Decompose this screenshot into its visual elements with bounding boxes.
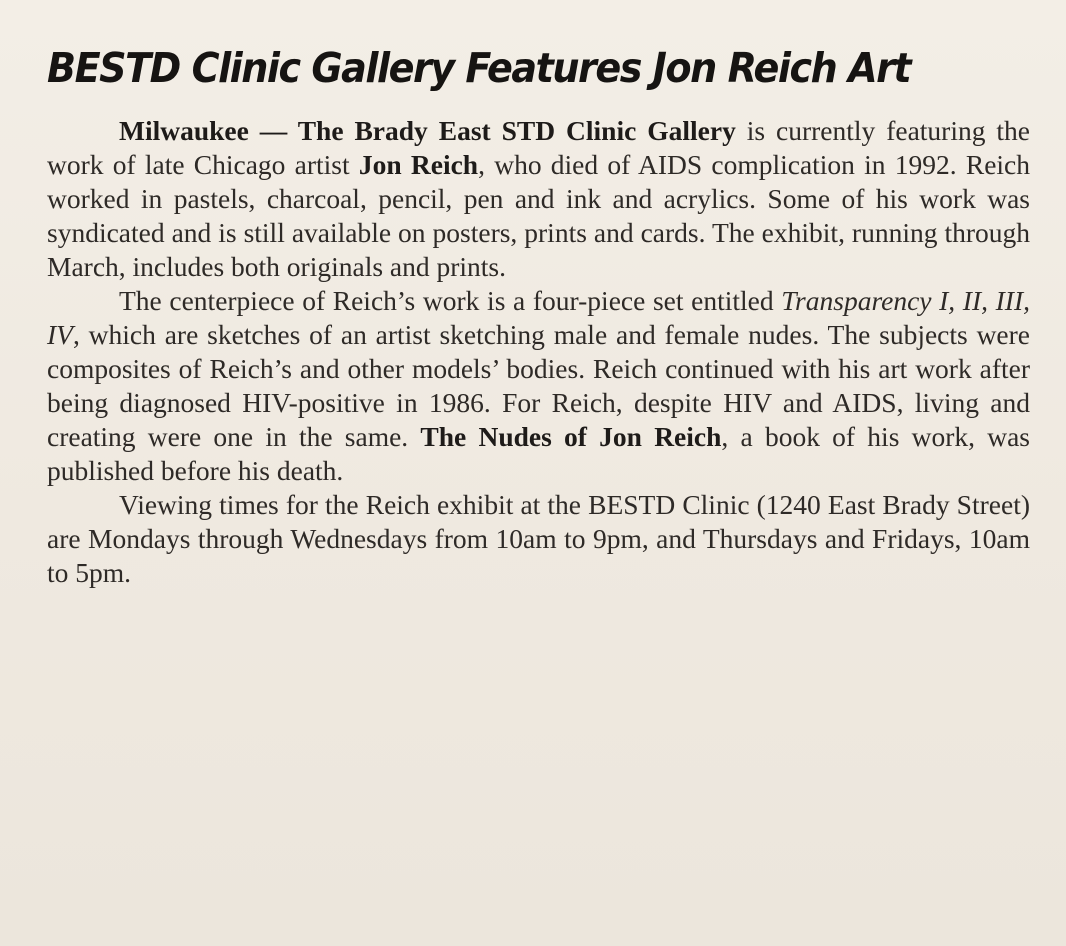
paragraph-1-text-b: , who died of AIDS complication in 1992. Reich worked in pastels, charcoal, pencil, pen and ink and acrylics. Some of his work was syndicated and is still available on posters, prints and cards. The exhibit, running through March, includes both originals and prints.	[47, 149, 1031, 282]
book-title: The Nudes of Jon Reich	[420, 421, 722, 452]
artwork-title: Transparency I, II, III, IV	[47, 285, 1030, 350]
paragraph-1-text-a: is currently featuring the work of late Chicago artist	[47, 115, 1030, 180]
dateline: Milwaukee — The Brady East STD Clinic Gallery	[119, 115, 736, 146]
article-paragraph-1	[47, 114, 1030, 284]
paragraph-2-text-b: , which are sketches of an artist sketching male and female nudes. The subjects were composites of Reich’s and other models’ bodies. Reich continued with his art work after being diagnosed HIV-positive in 1986. For Reich, despite HIV and AIDS, living and creating were one in the same.	[47, 319, 1030, 452]
paragraph-3-text: Viewing times for the Reich exhibit at the BESTD Clinic (1240 East Brady Street) are Mondays through Wednesdays from 10am to 9pm, and Thursdays and Fridays, 10am to 5pm.	[47, 489, 1030, 588]
article-paragraph-2	[47, 284, 1030, 488]
artist-name: Jon Reich	[358, 149, 479, 180]
article-headline: BESTD Clinic Gallery Features Jon Reich Art	[47, 44, 911, 92]
paragraph-2-text-a: The centerpiece of Reich’s work is a four-piece set entitled	[119, 285, 782, 316]
paragraph-2-text-c: , a book of his work, was published before his death.	[47, 421, 1031, 486]
article-paragraph-3	[47, 488, 1030, 590]
